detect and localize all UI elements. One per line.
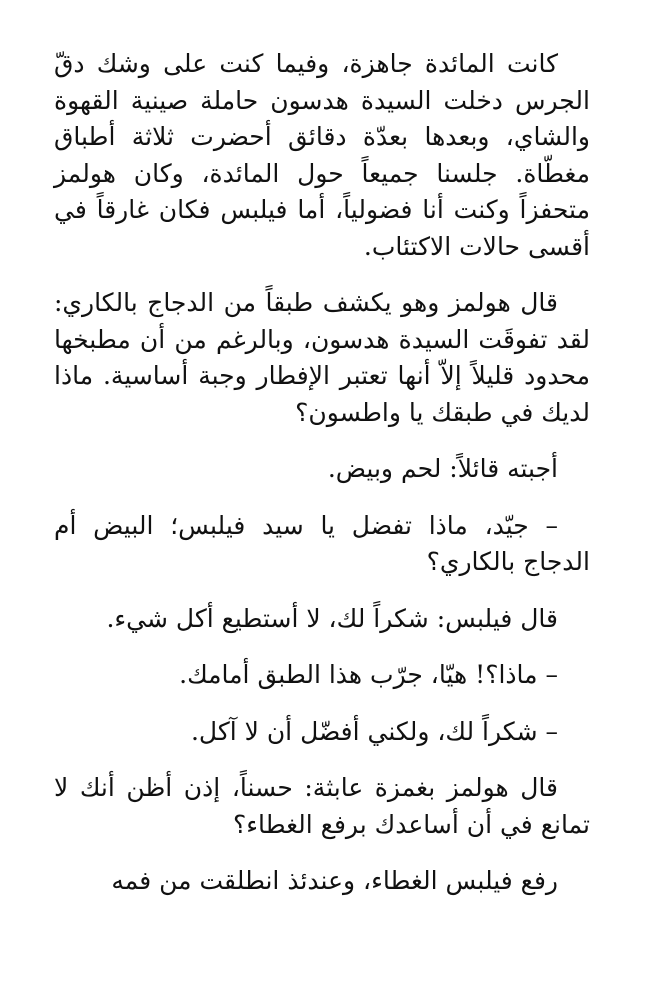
paragraph-prefer-not: – شكراً لك، ولكني أفضّل أن لا آكل.	[190, 716, 558, 746]
paragraph-lift-cover-offer: قال هولمز بغمزة عابثة: حسناً، إذن أظن أنك لا تمانع في أن أساعدك برفع الغطاء؟	[54, 773, 590, 839]
paragraph-ham-eggs: أجبته قائلاً: لحم وبيض.	[327, 454, 558, 483]
paragraph-table-ready: كانت المائدة جاهزة، وفيما كنت على وشك دقّ الجرس دخلت السيدة هدسون حاملة صينية القهوة والشاي، وبعدها بعدّة دقائق أحضرت ثلاثة أطباق مغطّاة. جلسنا جميعاً حول المائدة، وكان هولمز متحفزاً وكنت أنا فضولياً، أما فيلبس فكان غارقاً في أقسى حالات الاكتئاب.	[54, 49, 590, 261]
paragraph-phelps-lifts-cover: رفع فيلبس الغطاء، وعندئذ انطلقت من فمه	[111, 866, 558, 895]
book-page	[54, 46, 590, 900]
paragraph-try-dish: – ماذا؟! هيّا، جرّب هذا الطبق أمامك.	[179, 660, 558, 689]
paragraph-choice-question: – جيّد، ماذا تفضل يا سيد فيلبس؛ البيض أم الدجاج بالكاري؟	[54, 510, 590, 576]
paragraph-phelps-refuses: قال فيلبس: شكراً لك، لا أستطيع أكل شيء.	[106, 603, 558, 633]
paragraph-holmes-curry: قال هولمز وهو يكشف طبقاً من الدجاج بالكاري: لقد تفوقَت السيدة هدسون، وبالرغم من أن مطبخها محدود قليلاً إلاّ أنها تعتبر الإفطار وجبة أساسية. ماذا لديك في طبقك يا واطسون؟	[54, 288, 590, 427]
